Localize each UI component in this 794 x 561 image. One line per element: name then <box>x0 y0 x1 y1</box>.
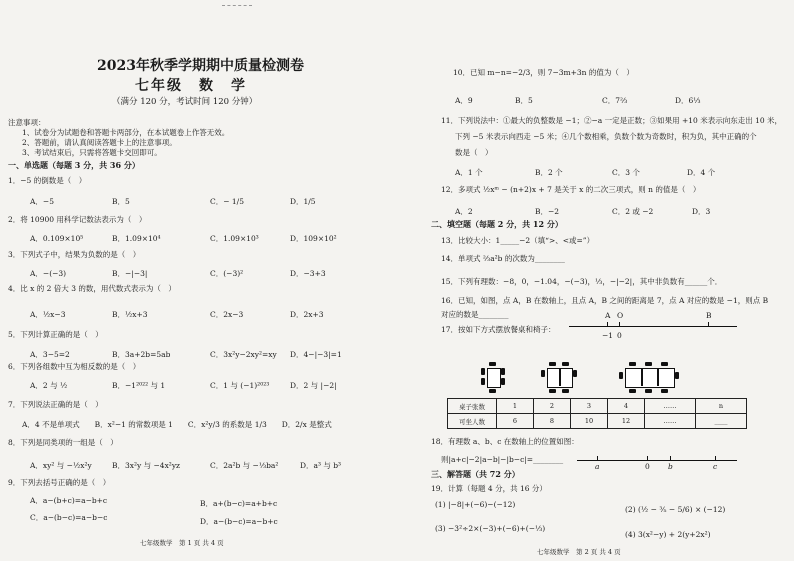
table-cell: ____ <box>696 414 747 429</box>
table-cell: 6 <box>497 414 534 429</box>
table-3 <box>625 368 675 388</box>
chair <box>541 370 545 377</box>
chair <box>489 362 496 366</box>
q11-line2: 下列 −5 米表示向西走 −5 米；④几个数相乘，负数个数为奇数时，积为负，其中正确的个 <box>455 132 757 141</box>
q15: 15．下列有理数：−8，0，−1.04，−(−3)，⅓，−|−2|，其中非负数有______个． <box>441 277 723 286</box>
q5-opt-a: A．3−5=2 <box>30 350 70 359</box>
page-right <box>397 0 794 561</box>
q8-opt-d: D．a³ 与 b³ <box>300 461 342 470</box>
table-cell: 桌子张数 <box>448 399 497 414</box>
q4-opt-a: A．½x−3 <box>30 310 66 319</box>
q3: 3．下列式子中，结果为负数的是（ ） <box>8 250 141 259</box>
q8-opt-c: C．2a²b 与 −⅓ba² <box>210 461 279 470</box>
q16-line1: 16．已知，如图，点 A，B 在数轴上，且点 A，B 之间的距离是 7，点 A 对应的数是 −1，则点 B <box>441 296 769 305</box>
note-1: 1、试卷分为试题卷和答题卡两部分，在本试题卷上作答无效。 <box>22 128 230 137</box>
q12-opt-a: A．2 <box>455 207 473 216</box>
chair <box>675 372 679 379</box>
table-cell: 12 <box>608 414 645 429</box>
section-3-heading: 三、解答题（共 72 分） <box>431 469 520 479</box>
q18-tick-a <box>597 456 598 461</box>
q6-opt-d: D．2 与 |−2| <box>290 381 337 390</box>
q7: 7．下列说法正确的是（ ） <box>8 400 103 409</box>
q1-opt-b: B．5 <box>112 197 130 206</box>
chair <box>501 378 505 385</box>
q12-opt-d: D．3 <box>692 207 711 216</box>
q2-opt-b: B．1.09×10⁴ <box>112 234 161 243</box>
chair <box>661 389 668 393</box>
chair <box>645 362 652 366</box>
chair <box>619 372 623 379</box>
q18-line2: 则|a+c|−2|a−b|−|b−c|=________ <box>441 455 564 464</box>
table-cell: 2 <box>534 399 571 414</box>
q19-calc-4: (4) 3(x²−y) + 2(y+2x²) <box>625 530 711 539</box>
q10-opt-b: B．5 <box>515 96 533 105</box>
table-1 <box>487 368 501 388</box>
q1: 1．−5 的倒数是（ ） <box>8 176 87 185</box>
q8-opt-b: B．3x²y 与 −4x²yz <box>112 461 181 470</box>
q16-line2: 对应的数是________ <box>441 310 509 319</box>
table-cell: 可坐人数 <box>448 414 497 429</box>
section-2-heading: 二、填空题（每题 2 分，共 12 分） <box>431 219 563 229</box>
footer-left: 七年级数学 第 1 页 共 4 页 <box>140 539 224 547</box>
q13: 13．比较大小：1_____−2（填“>、<或=”） <box>441 236 595 245</box>
table-cell: 8 <box>534 414 571 429</box>
q5: 5．下列计算正确的是（ ） <box>8 330 103 339</box>
q16-number-line <box>569 326 737 327</box>
q4-opt-c: C．2x−3 <box>210 310 244 319</box>
q18-number-line <box>577 460 737 461</box>
q16-label-neg1: −1 <box>602 331 614 340</box>
q6-opt-a: A．2 与 ½ <box>30 381 68 390</box>
q16-label-o: O <box>617 311 624 320</box>
q18-label-c: c <box>713 462 718 471</box>
q8-opt-a: A．xy² 与 −½x²y <box>30 461 92 470</box>
q19-calc-1: (1) |−8|+(−6)−(−12) <box>435 500 516 509</box>
q6-opt-c: C．1 与 (−1)²⁰²³ <box>210 381 270 390</box>
chair <box>481 368 485 375</box>
q11-opt-a: A．1 个 <box>455 168 483 177</box>
exam-meta: （满分 120 分，考试时间 120 分钟） <box>112 97 258 107</box>
q16-label-a: A <box>605 311 611 320</box>
chair <box>549 362 556 366</box>
q2: 2．将 10900 用科学记数法表示为（ ） <box>8 215 147 224</box>
q9-opt-c: C．a−(b−c)=a−b−c <box>30 513 108 522</box>
q18-line1: 18．有理数 a、b、c 在数轴上的位置如图： <box>431 437 579 446</box>
q4-opt-d: D．2x+3 <box>290 310 324 319</box>
q3-opt-c: C．(−3)² <box>210 269 244 278</box>
q16-tick-a <box>607 322 608 327</box>
q5-opt-b: B．3a+2b=5ab <box>112 350 171 359</box>
table-cell: 1 <box>497 399 534 414</box>
q19-calc-2: (2) (½ − ⅗ − 5/6) × (−12) <box>625 505 726 514</box>
note-3: 3、考试结束后，只需将答题卡交回即可。 <box>22 148 162 157</box>
q18-tick-c <box>715 456 716 461</box>
q10-opt-a: A．9 <box>455 96 473 105</box>
q9-opt-a: A．a−(b+c)=a−b+c <box>30 496 108 505</box>
table-cell: …… <box>645 399 696 414</box>
table-cell: 3 <box>571 399 608 414</box>
q10: 10．已知 m−n=−2/3，则 7−3m+3n 的值为（ ） <box>453 68 634 77</box>
table-row <box>448 399 747 414</box>
q19: 19．计算（每题 4 分，共 16 分） <box>431 484 547 493</box>
q9-opt-b: B．a+(b−c)=a+b+c <box>200 499 278 508</box>
chair <box>481 378 485 385</box>
chair <box>489 389 496 393</box>
q4-opt-b: B．½x+3 <box>112 310 148 319</box>
q1-opt-a: A．−5 <box>30 197 54 206</box>
q12: 12．多项式 ½xᵐ − (n+2)x + 7 是关于 x 的二次三项式，则 n 的值是（ ） <box>441 185 701 194</box>
q11-line1: 11．下列说法中：①最大的负整数是 −1；②−a 一定是正数；③如果用 +10 米表示向东走出 10 米， <box>441 116 783 125</box>
q18-tick-0 <box>647 456 648 461</box>
q12-opt-c: C．2 或 −2 <box>612 207 654 216</box>
q5-opt-c: C．3x²y−2xy²=xy <box>210 350 277 359</box>
note-2: 2、答题前，请认真阅读答题卡上的注意事项。 <box>22 138 177 147</box>
chair <box>501 368 505 375</box>
q1-opt-c: C．− 1/5 <box>210 197 244 206</box>
notes-heading: 注意事项： <box>8 118 46 127</box>
exam-title: 2023年秋季学期期中质量检测卷 <box>97 58 304 74</box>
table-row <box>448 414 747 429</box>
q3-opt-b: B．−|−3| <box>112 269 148 278</box>
q14: 14．单项式 ⅔a²b 的次数为________ <box>441 254 565 263</box>
q3-opt-a: A．−(−3) <box>30 269 67 278</box>
q18-label-b: b <box>668 462 673 471</box>
q10-opt-c: C．7⅔ <box>602 96 628 105</box>
q12-opt-b: B．−2 <box>535 207 560 216</box>
q4: 4．比 x 的 2 倍大 3 的数，用代数式表示为（ ） <box>8 284 176 293</box>
table-cell: …… <box>645 414 696 429</box>
chair <box>629 362 636 366</box>
q7-options: A．4 不是单项式 B．x²−1 的常数项是 1 C．x²y/3 的系数是 1/3 D．2/x 是整式 <box>22 420 332 429</box>
chair <box>661 362 668 366</box>
chair <box>645 389 652 393</box>
footer-right: 七年级数学 第 2 页 共 4 页 <box>537 548 621 556</box>
table-cell: 10 <box>571 414 608 429</box>
q2-opt-d: D．109×10² <box>290 234 337 243</box>
q5-opt-d: D．4−|−3|=1 <box>290 350 342 359</box>
q8: 8．下列是同类项的一组是（ ） <box>8 438 118 447</box>
q19-calc-3: (3) −3²÷2×(−3)+(−6)+(−⅓) <box>435 524 546 533</box>
q3-opt-d: D．−3+3 <box>290 269 326 278</box>
q18-tick-b <box>670 456 671 461</box>
chair <box>573 370 577 377</box>
table-cell: 4 <box>608 399 645 414</box>
q11-opt-b: B．2 个 <box>535 168 563 177</box>
q17: 17．按如下方式摆放餐桌和椅子： <box>441 325 556 334</box>
q18-label-0: 0 <box>645 462 650 471</box>
q2-opt-c: C．1.09×10³ <box>210 234 259 243</box>
q9: 9．下列去括号正确的是（ ） <box>8 478 111 487</box>
q16-tick-b <box>708 322 709 327</box>
q11-line3: 数是（ ） <box>455 148 493 157</box>
q6-opt-b: B．−1²⁰²² 与 1 <box>112 381 166 390</box>
chair <box>629 389 636 393</box>
exam-subtitle: 七年级 数 学 <box>135 78 247 94</box>
q16-label-b: B <box>706 311 712 320</box>
chair <box>562 389 569 393</box>
chair <box>549 389 556 393</box>
q18-label-a: a <box>595 462 600 471</box>
q16-label-zero: 0 <box>617 331 622 340</box>
q17-table <box>447 398 747 429</box>
chair <box>562 362 569 366</box>
table-cell: n <box>696 399 747 414</box>
q16-tick-o <box>619 322 620 327</box>
q9-opt-d: D．a−(b−c)=a−b+c <box>200 517 278 526</box>
q11-opt-c: C．3 个 <box>612 168 640 177</box>
section-1-heading: 一、单选题（每题 3 分，共 36 分） <box>8 160 140 170</box>
q2-opt-a: A．0.109×10⁵ <box>30 234 84 243</box>
q11-opt-d: D．4 个 <box>687 168 716 177</box>
q1-opt-d: D．1/5 <box>290 197 316 206</box>
q6: 6．下列各组数中互为相反数的是（ ） <box>8 362 141 371</box>
q10-opt-d: D．6⅓ <box>675 96 701 105</box>
